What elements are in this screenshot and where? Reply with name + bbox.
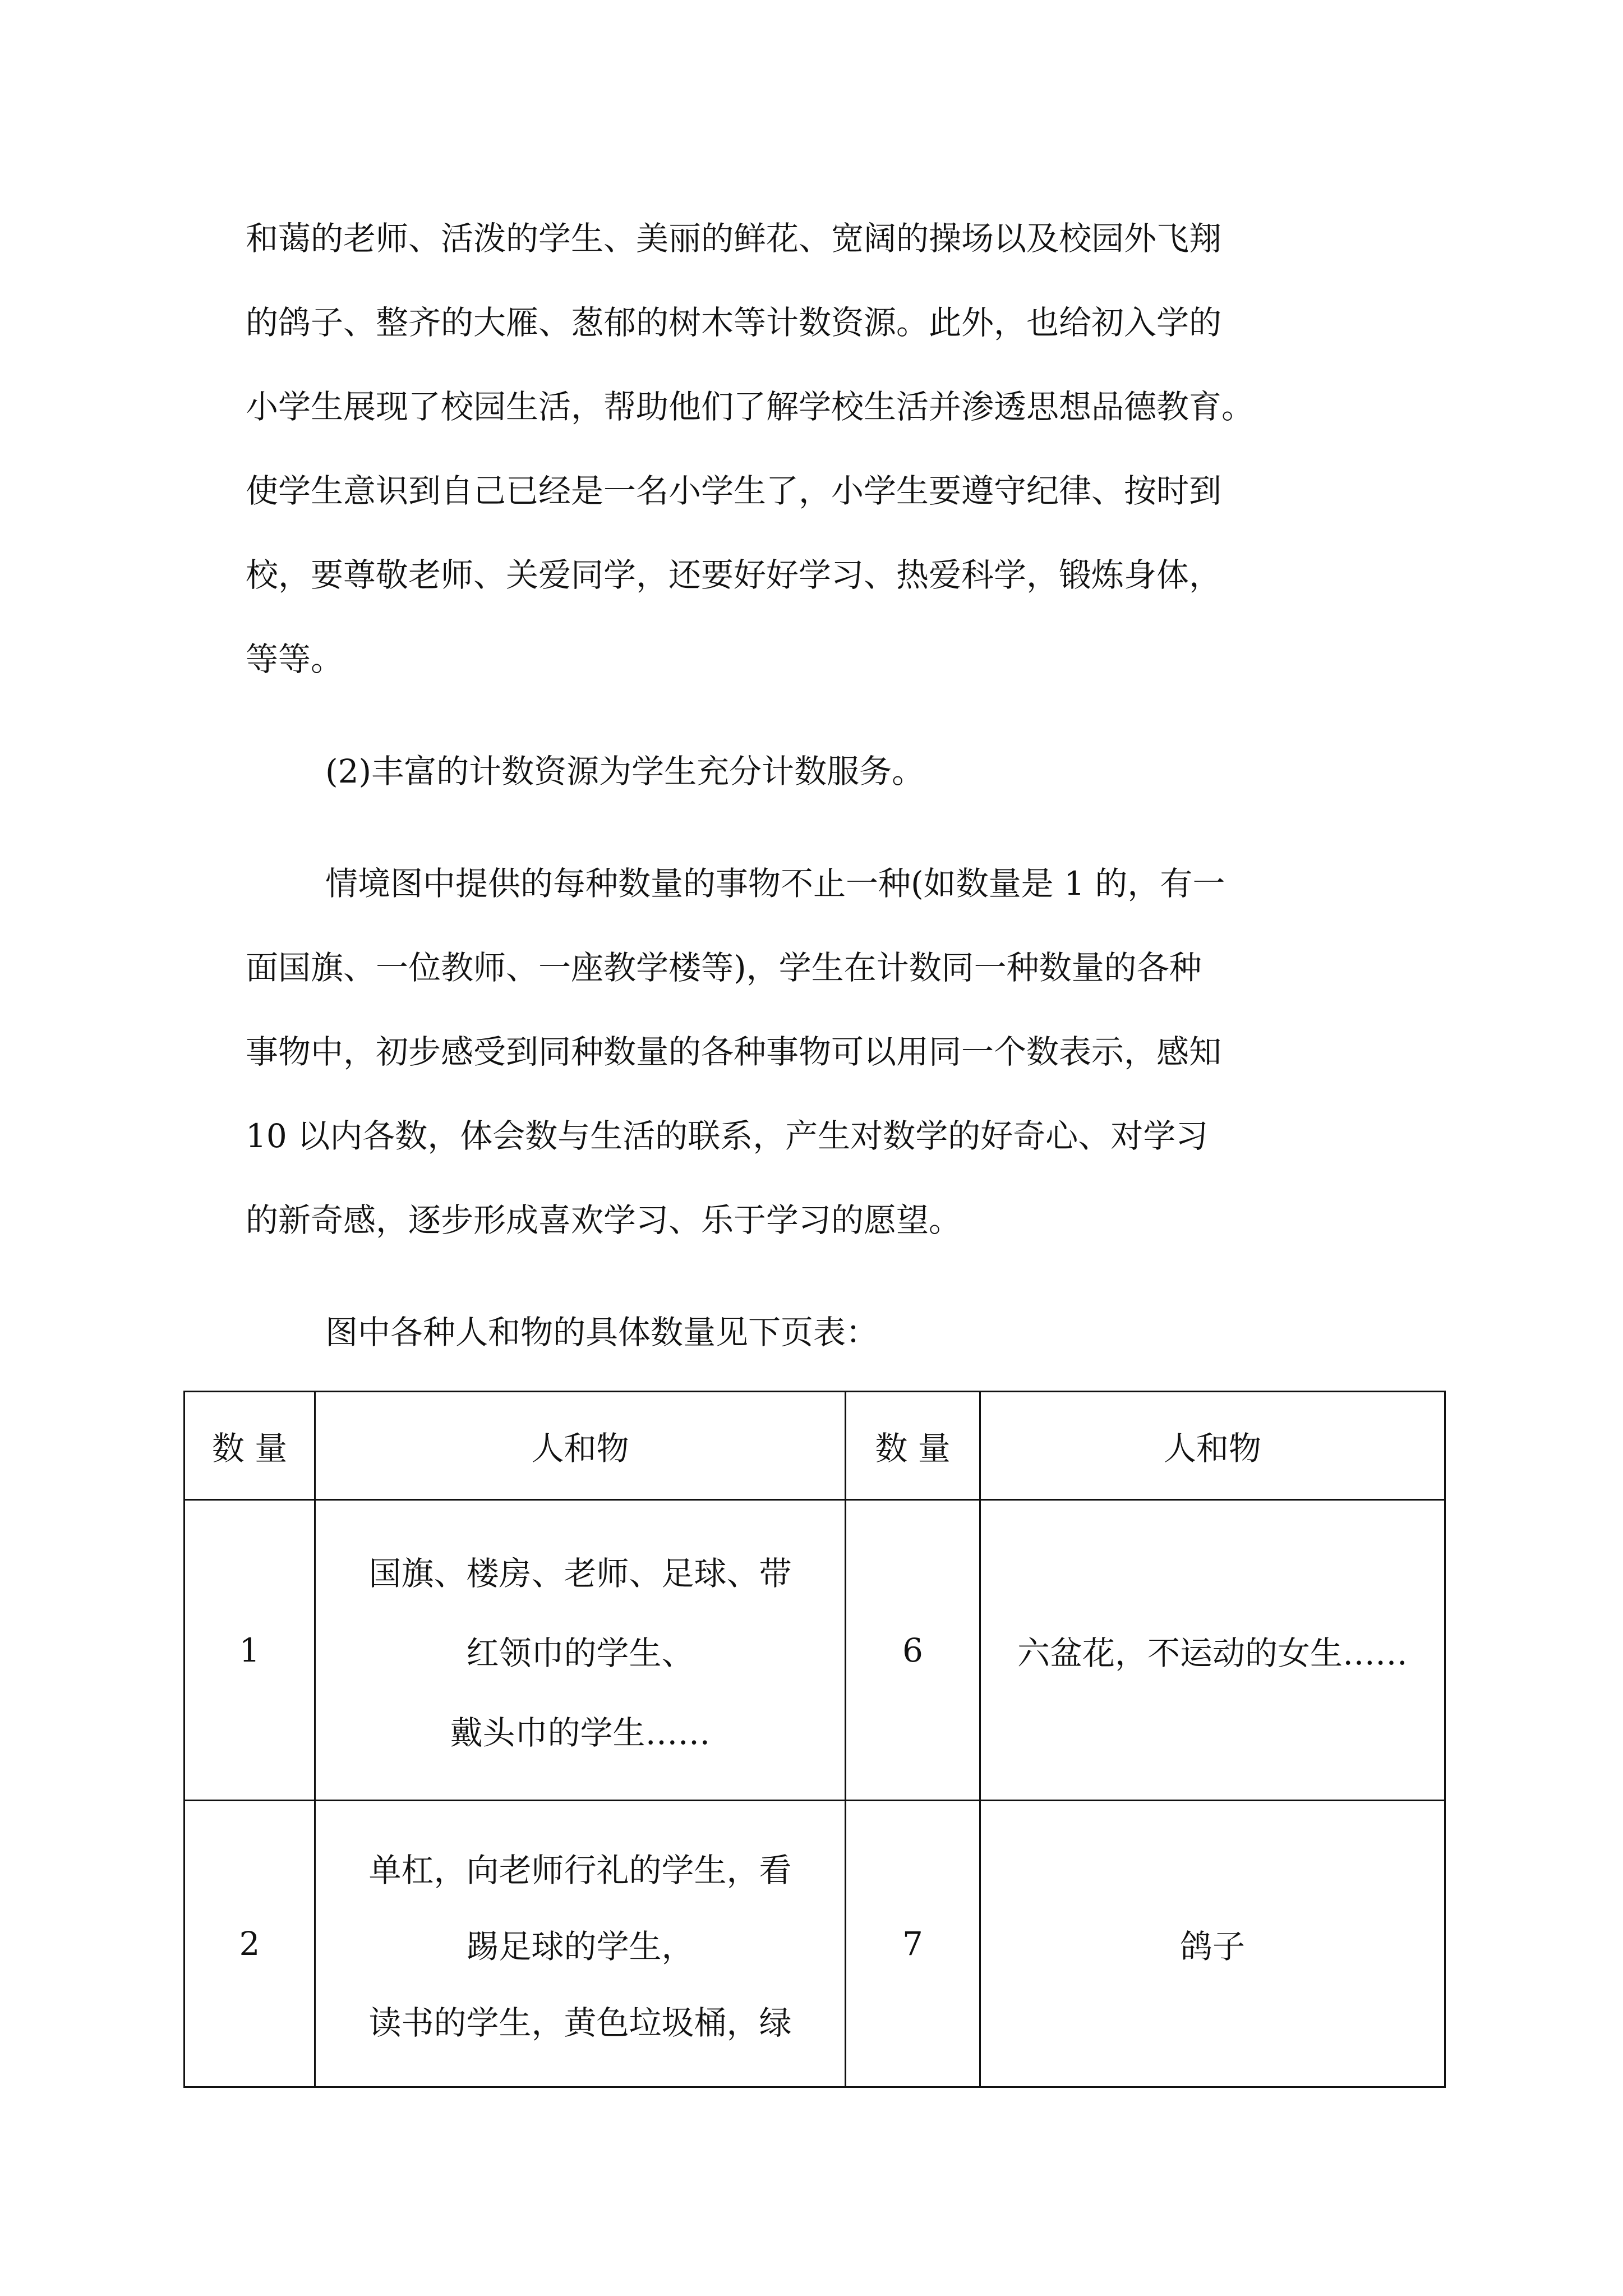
items-line: 鸽子 xyxy=(1179,1927,1245,1966)
items-line: 六盆花，不运动的女生…… xyxy=(1017,1634,1408,1672)
paragraph-line: 等等。 xyxy=(246,640,344,678)
items-cell xyxy=(315,1500,846,1801)
table-header-row xyxy=(185,1392,1445,1500)
header-quantity-left: 数 量 xyxy=(185,1392,315,1500)
quantity-cell: 1 xyxy=(185,1500,315,1801)
items-line: 红领巾的学生、 xyxy=(466,1634,694,1672)
paragraph-line: 事物中，初步感受到同种数量的各种事物可以用同一个数表示，感知 xyxy=(246,1033,1222,1071)
items-line: 踢足球的学生， xyxy=(466,1927,694,1966)
paragraph-line: 情境图中提供的每种数量的事物不止一种(如数量是 1 的，有一 xyxy=(325,864,1225,903)
items-cell xyxy=(980,1500,1445,1801)
paragraph-line: 的鸽子、整齐的大雁、葱郁的树木等计数资源。此外，也给初入学的 xyxy=(246,303,1222,342)
items-cell xyxy=(315,1801,846,2087)
quantity-cell: 6 xyxy=(846,1500,980,1801)
header-quantity-right: 数 量 xyxy=(846,1392,980,1500)
paragraph-line: 10 以内各数，体会数与生活的联系，产生对数学的好奇心、对学习 xyxy=(246,1117,1209,1155)
paragraph-line: 小学生展现了校园生活，帮助他们了解学校生活并渗透思想品德教育。 xyxy=(246,388,1255,426)
items-line: 国旗、楼房、老师、足球、带 xyxy=(368,1554,792,1593)
quantity-cell: 2 xyxy=(185,1801,315,2087)
items-line: 读书的学生，黄色垃圾桶，绿 xyxy=(368,2004,792,2042)
header-items-right: 人和物 xyxy=(980,1392,1445,1500)
items-cell xyxy=(980,1801,1445,2087)
items-line: 单杠，向老师行礼的学生，看 xyxy=(368,1851,792,1889)
section-heading: (2)丰富的计数资源为学生充分计数服务。 xyxy=(325,752,925,790)
header-items-left: 人和物 xyxy=(315,1392,846,1500)
paragraph-line: 使学生意识到自己已经是一名小学生了，小学生要遵守纪律、按时到 xyxy=(246,472,1222,510)
paragraph-line: 校，要尊敬老师、关爱同学，还要好好学习、热爱科学，锻炼身体， xyxy=(246,556,1222,594)
paragraph-line: 的新奇感，逐步形成喜欢学习、乐于学习的愿望。 xyxy=(246,1201,962,1239)
items-line: 戴头巾的学生…… xyxy=(450,1713,711,1752)
quantity-table xyxy=(183,1391,1446,2088)
paragraph-line: 面国旗、一位教师、一座教学楼等)，学生在计数同一种数量的各种 xyxy=(246,949,1202,987)
quantity-cell: 7 xyxy=(846,1801,980,2087)
table-intro: 图中各种人和物的具体数量见下页表： xyxy=(325,1313,879,1351)
table-row xyxy=(185,1500,1445,1801)
table-row xyxy=(185,1801,1445,2087)
paragraph-line: 和蔼的老师、活泼的学生、美丽的鲜花、宽阔的操场以及校园外飞翔 xyxy=(246,219,1222,257)
